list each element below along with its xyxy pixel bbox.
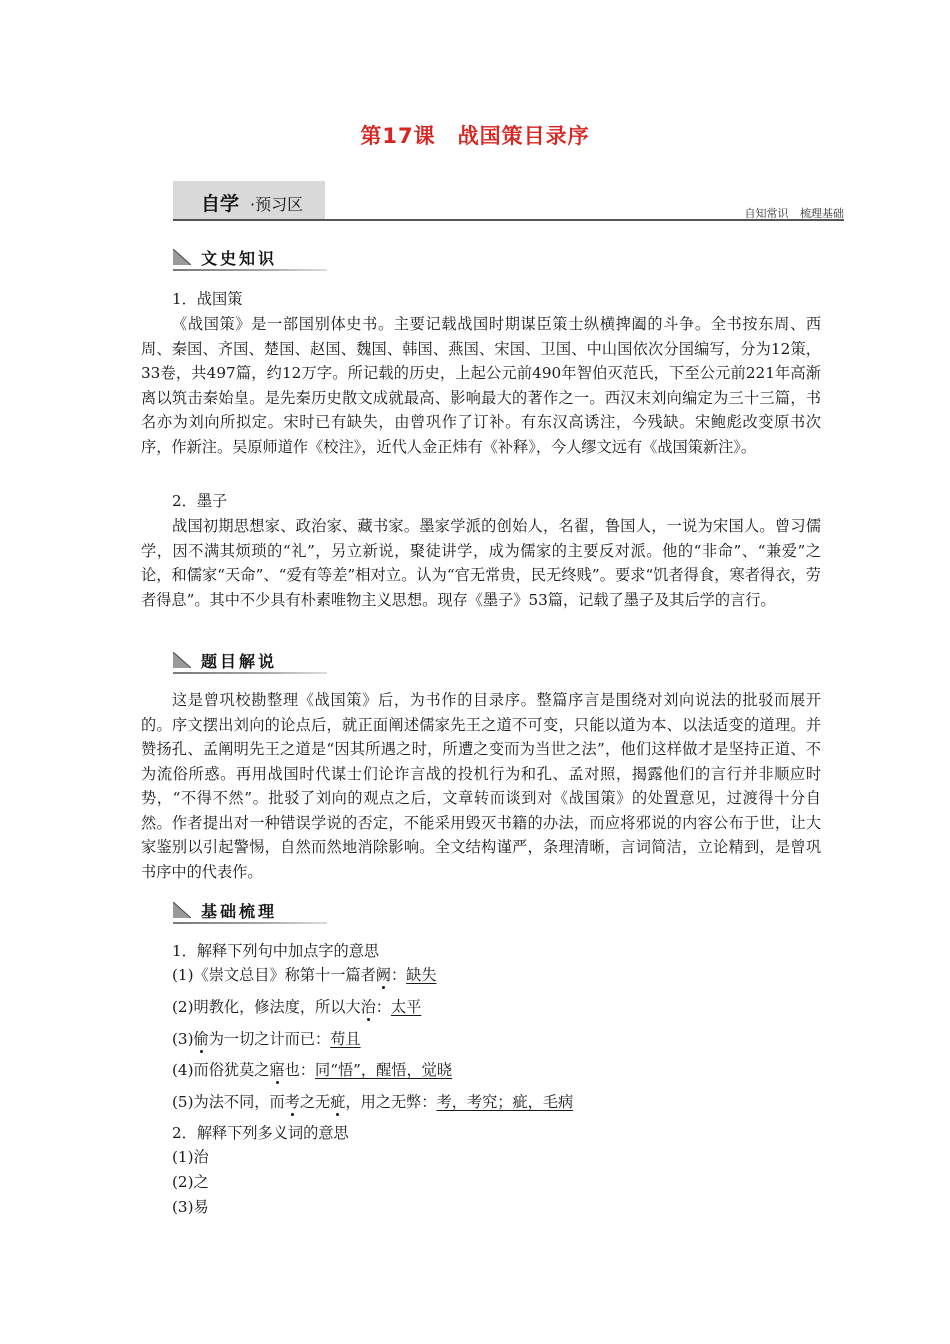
dotted-char: 疵 bbox=[330, 1093, 346, 1111]
zone-header bbox=[173, 181, 844, 221]
dotted-char: 考 bbox=[284, 1093, 300, 1111]
dotted-char: 偷 bbox=[193, 1030, 209, 1048]
dotted-char: 阙 bbox=[375, 966, 391, 984]
section-rule bbox=[173, 269, 327, 271]
zone-main-label: 自学 bbox=[201, 193, 240, 215]
section-label: 文史知识 bbox=[201, 249, 278, 268]
section-label: 题目解说 bbox=[201, 652, 278, 671]
item-text: (3) bbox=[172, 1030, 194, 1048]
exercise-item bbox=[172, 1090, 573, 1114]
exercise-item bbox=[172, 1027, 361, 1051]
answer-text: 考，考究；疵，毛病 bbox=[436, 1093, 574, 1111]
item-text: (2)明教化，修法度，所以大 bbox=[172, 998, 361, 1016]
paragraph: 《战国策》是一部国别体史书。主要记载战国时期谋臣策士纵横捭阖的斗争。全书按东周、西周、秦国、齐国、楚国、赵国、魏国、韩国、燕国、宋国、卫国、中山国依次分国编写，分为12策，33卷，共497篇，约12万字。所记载的历史，上起公元前490年智伯灭范氏，下至公元前221年高渐离以筑击秦始皇。是先秦历史散文成就最高、影响最大的著作之一。西汉末刘向编定为三十三篇，书名亦为刘向所拟定。宋时已有缺失，由曾巩作了订补。有东汉高诱注，今残缺。宋鲍彪改变原书次序，作新注。吴原师道作《校注》，近代人金正炜有《补释》，今人缪文远有《战国策新注》。 bbox=[141, 315, 821, 456]
item-text: 也： bbox=[284, 1061, 316, 1079]
section-rule bbox=[173, 922, 327, 924]
item-text: 为一切之计而已： bbox=[208, 1030, 331, 1048]
question-heading: 1．解释下列句中加点字的意思 bbox=[172, 942, 380, 960]
item-text: (4)而俗犹莫之 bbox=[172, 1061, 270, 1079]
section-corner-icon bbox=[173, 902, 191, 918]
section-rule bbox=[173, 672, 327, 674]
dotted-char: 寤 bbox=[269, 1061, 285, 1079]
exercise-item bbox=[172, 1058, 452, 1082]
item-text: 之无 bbox=[299, 1093, 331, 1111]
zone-divider bbox=[173, 219, 844, 221]
lesson-title: 第17课 战国策目录序 bbox=[360, 124, 590, 148]
section-corner-icon bbox=[173, 652, 191, 668]
paragraph: 这是曾巩校勘整理《战国策》后，为书作的目录序。整篇序言是围绕对刘向说法的批驳而展开的。序文摆出刘向的论点后，就正面阐述儒家先王之道不可变，只能以道为本、以法适变的道理。并赞扬孔、孟阐明先王之道是“因其所遇之时，所遭之变而为当世之法”，他们这样做才是坚持正道、不为流俗所惑。再用战国时代谋士们论诈言战的投机行为和孔、孟对照，揭露他们的言行并非顺应时势，“不得不然”。批驳了刘向的观点之后，文章转而谈到对《战国策》的处置意见，过渡得十分自然。作者提出对一种错误学说的否定，不能采用毁灭书籍的办法，而应将邪说的内容公布于世，让大家鉴别以引起警惕，自然而然地消除影响。全文结构谨严，条理清晰，言词简洁，立论精到，是曾巩书序中的代表作。 bbox=[141, 691, 821, 881]
section-corner-icon bbox=[173, 249, 191, 265]
question-heading: 2．解释下列多义词的意思 bbox=[172, 1124, 349, 1142]
polysemy-item: (1)治 bbox=[172, 1148, 209, 1166]
paragraph: 战国初期思想家、政治家、藏书家。墨家学派的创始人，名翟，鲁国人，一说为宋国人。曾习儒学，因不满其烦琐的“礼”，另立新说，聚徒讲学，成为儒家的主要反对派。他的“非命”、“兼爱”之论，和儒家“天命”、“爱有等差”相对立。认为“官无常贵，民无终贱”。要求“饥者得食，寒者得衣，劳者得息”。其中不少具有朴素唯物主义思想。现存《墨子》53篇，记载了墨子及其后学的言行。 bbox=[141, 517, 821, 609]
zone-sub-label: ·预习区 bbox=[250, 195, 304, 214]
item-heading: 1．战国策 bbox=[172, 290, 243, 308]
zone-right-caption: 自知常识 梳理基础 bbox=[744, 207, 844, 220]
exercise-item bbox=[172, 963, 437, 987]
item-text: (5)为法不同，而 bbox=[172, 1093, 285, 1111]
section-heading-jichu bbox=[173, 898, 327, 924]
section-heading-timu bbox=[173, 648, 327, 674]
section-heading-wenshi bbox=[173, 245, 327, 271]
exercise-item bbox=[172, 995, 421, 1019]
dotted-char: 治 bbox=[360, 998, 376, 1016]
answer-text: 同“悟”，醒悟，觉晓 bbox=[315, 1061, 453, 1079]
polysemy-item: (3)易 bbox=[172, 1198, 209, 1216]
answer-text: 太平 bbox=[390, 998, 422, 1016]
answer-text: 缺失 bbox=[406, 966, 437, 984]
item-text: (1)《崇文总目》称第十一篇者 bbox=[172, 966, 376, 984]
item-heading: 2．墨子 bbox=[172, 492, 228, 510]
zone-tab bbox=[173, 181, 325, 219]
item-text: ： bbox=[390, 966, 407, 984]
section-label: 基础梳理 bbox=[201, 902, 278, 921]
item-text: ： bbox=[375, 998, 391, 1016]
answer-text: 苟且 bbox=[330, 1030, 361, 1048]
polysemy-item: (2)之 bbox=[172, 1173, 209, 1191]
item-text: ，用之无弊： bbox=[345, 1093, 437, 1111]
